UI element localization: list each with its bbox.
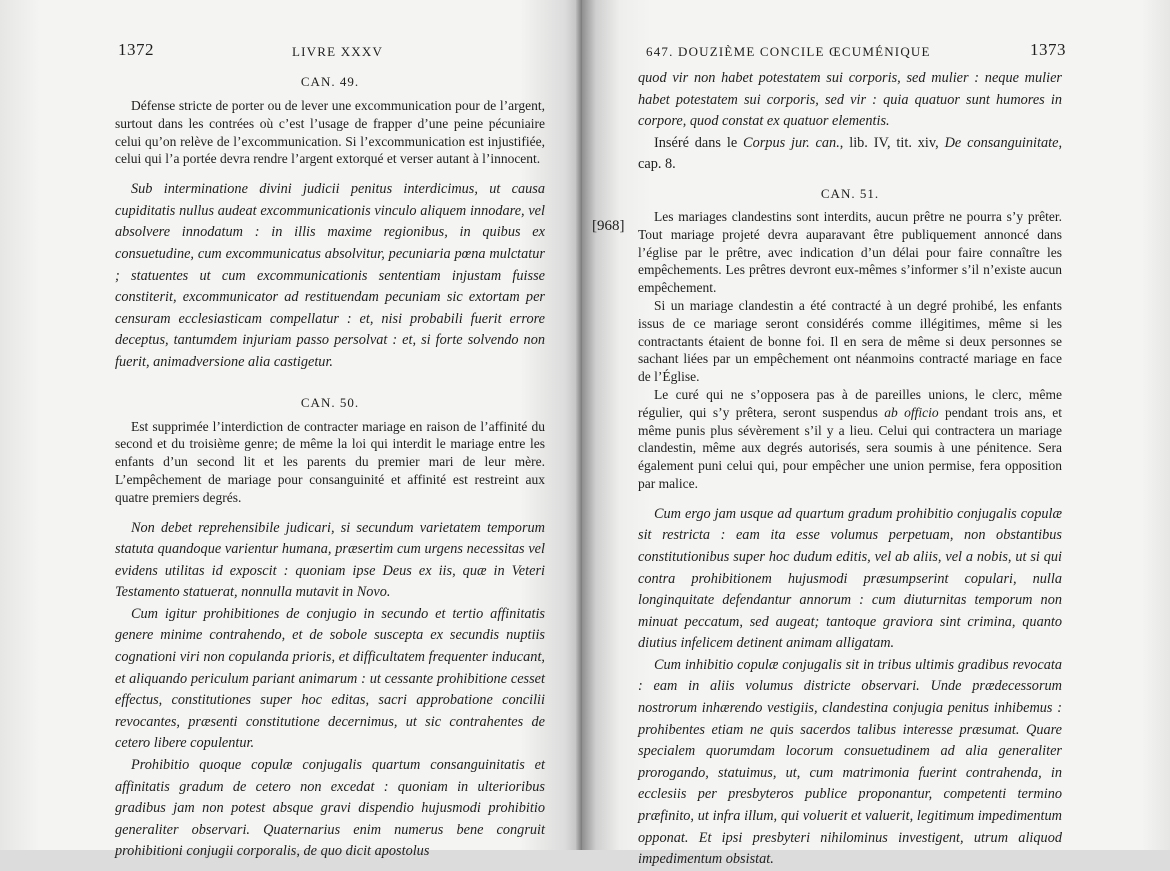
french-summary: Si un mariage clandestin a été contracté à un degré prohibé, les enfants issus de ce mariage seront considérés comme illégitimes, même si les contractants étaient de bonne foi. Il en sera de même si deux personnes se sachant liées par un empêchement ont néanmoins contracté mariage en face de l’Église. xyxy=(638,297,1062,385)
latin-text: quod vir non habet potestatem sui corporis, sed mulier : neque mulier habet potestatem sui corporis, sed vir : quia quatuor sunt humores in corpore, quod constat ex quatuor elementis. xyxy=(638,70,1062,130)
right-text-column xyxy=(638,68,1062,871)
canon-heading: CAN. 49. xyxy=(300,74,360,89)
right-page xyxy=(582,0,1170,868)
insertion-note: Inséré dans le Corpus jur. can., lib. IV, tit. xiv, De consanguinitate, cap. 8. xyxy=(638,134,1063,173)
margin-reference-number: [968] xyxy=(592,218,625,234)
canon-heading: CAN. 50. xyxy=(300,394,360,410)
left-text-column xyxy=(115,74,545,863)
running-head: LIVRE XXXV xyxy=(292,44,384,59)
latin-text: Cum ergo jam usque ad quartum gradum prohibitio conjugalis copulæ sit restricta : eam ita esse volumus perpetuam, non obstantibus constitutionibus super hoc dudum editis, vel ab aliis, vel a nobis, ut si qui contra prohibitionem hujusmodi præsumpserint copulari, nulla longinquitate defendantur annorum : cum diuturnitas temporum non minuat peccatum, sed augeat; tantoque graviora sint crimina, quanto diutius infelicem detinent animam alligatam. xyxy=(638,505,1062,652)
french-summary: Est supprimée l’interdiction de contracter mariage en raison de l’affinité du second et du troisième genre; de même la loi qui interdit le mariage entre les enfants d’un second lit et les parents du premier mari de leur mère. L’empêchement de mariage pour consanguinité et affinité est restreint aux quatre premiers degrés. xyxy=(115,418,545,505)
page-number: 1373 xyxy=(1030,40,1066,59)
left-page xyxy=(0,0,582,860)
french-summary: Le curé qui ne s’opposera pas à de pareilles unions, le clerc, même régulier, qui s’y prêtera, seront suspendus ab officio pendant trois ans, et même punis plus sévèrement s’il y a lieu. Celui qui contractera un mariage clandestin, même aux degrés autorisés, sera soumis à une pénitence. Sera également puni celui qui, pour empêcher une union permise, fera opposition par malice. xyxy=(638,386,1062,491)
latin-text: Sub interminatione divini judicii penitus interdicimus, ut causa cupiditatis nullus audeat excommunicationis vinculo aliquem innodare, vel absolvere innodatum : in illis maxime regionibus, in quibus ex consuetudine, cum excommunicatus absolvitur, pecuniaria pœna mulctatur ; statuentes ut cum excommunicationis sententiam injustam fuisse constiterit, excommunicator ad restituendam pecuniam sic extortam per censuram ecclesiasticam compellatur : et, nisi probabili fuerit errore deceptus, tantumdem injuriam passo persolvat : et, si forte solvendo non fuerit, animadversione alia castigetur. xyxy=(115,181,545,370)
french-summary: Défense stricte de porter ou de lever une excommunication pour de l’argent, surtout dans les contrées où c’est l’usage de frapper d’une peine pécuniaire celui qu’on relève de l’excommunication. Si l’excommunication est injustifiée, celui qui l’a portée devra rendre l’argent extorqué et verser autant à l’innocent. xyxy=(115,98,545,167)
latin-text: Non debet reprehensibile judicari, si secundum varietatem temporum statuta quandoque varientur humana, præsertim cum urgens necessitas vel evidens utilitas id exposcit : quoniam ipse Deus ex iis, quæ in Veteri Testamento statuerat, nonnulla mutavit in Novo. xyxy=(115,519,545,601)
page-number: 1372 xyxy=(118,40,154,59)
latin-text: Cum igitur prohibitiones de conjugio in secundo et tertio affinitatis genere minime contrahendo, et de sobole suscepta ex secundis nuptiis cognationi viri non copulanda prioris, et difficultatem frequenter inducant, et aliquando periculum pariant animarum : ut cessante prohibitione cesset effectus, constitutiones super hoc editas, sacri approbatione concilii revocantes, præsenti constitutione decernimus, ut sic contrahentes de cetero libere copulentur. xyxy=(115,605,545,752)
french-summary: Les mariages clandestins sont interdits, aucun prêtre ne pourra s’y prêter. Tout mariage projeté devra auparavant être publiquement annoncé dans l’église par le prêtre, avec indication d’un délai pour faire connaître les empêchements. Les prêtres devront eux-mêmes s’informer s’il n’existe aucun empêchement. xyxy=(638,208,1062,296)
canon-heading: CAN. 51. xyxy=(820,185,880,201)
latin-text: Cum inhibitio copulæ conjugalis sit in tribus ultimis gradibus revocata : eam in aliis volumus districte observari. Unde prædecessorum nostrorum inhærendo vestigiis, clandestina conjugia penitus inhibemus : prohibentes etiam ne quis sacerdos talibus interesse præsumat. Quare specialem quorumdam locorum consuetudinem ad alia generaliter prorogando, statuimus, ut, cum matrimonia fuerint contrahenda, in ecclesiis per presbyteros publice proponantur, competenti termino præfinito, ut infra illum, qui voluerit et valuerit, legitimum impedimentum opponat. Et ipsi presbyteri nihilominus investigent, utrum aliquod impedimentum obsistat. xyxy=(638,656,1062,868)
latin-text: Prohibitio quoque copulæ conjugalis quartum consanguinitatis et affinitatis gradum de cetero non excedat : quoniam in ulterioribus gradibus jam non potest absque gravi dispendio hujusmodi prohibitio generaliter observari. Quaternarius enim numerus bene congruit prohibitioni conjugii corporalis, de quo dicit apostolus xyxy=(115,757,545,860)
running-head: 647. DOUZIÈME CONCILE ŒCUMÉNIQUE xyxy=(646,44,931,59)
